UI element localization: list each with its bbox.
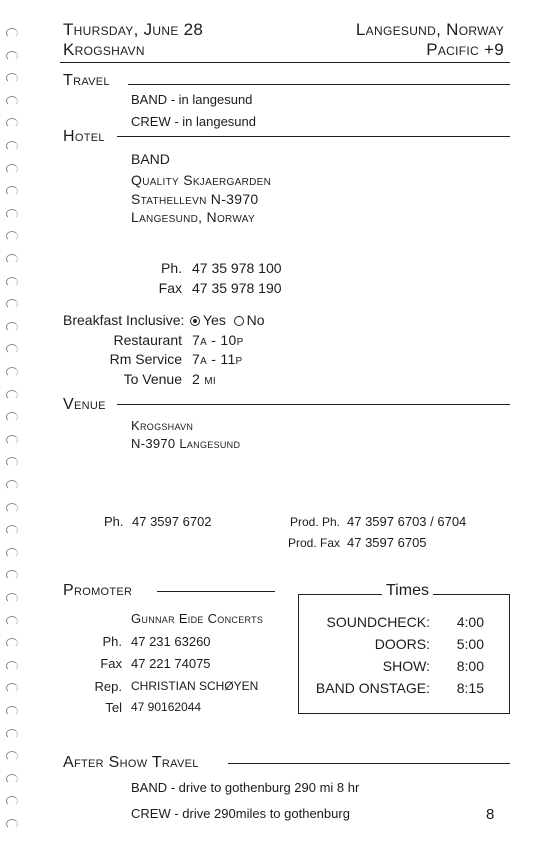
location: Langesund, Norway [355,20,504,39]
breakfast-yes-radio[interactable] [190,316,200,326]
binding-ring [6,367,18,377]
timezone: Pacific +9 [426,40,504,59]
restaurant-label: Restaurant [113,332,182,348]
binding-ring [6,683,18,693]
show-label: SHOW: [382,658,430,674]
binding-ring [6,322,18,332]
binding-ring [6,51,18,61]
hotel-phone: 47 35 978 100 [192,260,282,276]
binding-ring [6,593,18,603]
binding-ring [6,661,18,671]
to-venue-label: To Venue [123,371,182,387]
venue-address: N-3970 Langesund [131,436,241,451]
hotel-name: Quality Skjaergarden [131,172,272,188]
breakfast-yes-label: Yes [203,312,226,328]
promoter-rule [157,591,275,592]
binding-ring [6,435,18,445]
binding-ring [6,141,18,151]
travel-band: BAND - in langesund [131,92,253,107]
venue-phone: 47 3597 6702 [132,514,212,529]
date-heading: Thursday, June 28 [63,20,204,39]
promoter-phone-label: Ph. [102,634,122,649]
times-box [298,594,510,714]
hotel-fax-label: Fax [158,280,182,296]
promoter-title: Promoter [63,582,133,599]
venue-title: Venue [63,396,106,413]
promoter-fax: 47 221 74075 [131,656,211,671]
spiral-binding [6,28,22,848]
binding-ring [6,390,18,400]
breakfast-no-label: No [246,312,265,328]
times-title: Times [382,582,433,600]
binding-ring [6,209,18,219]
after-show-rule [228,763,510,764]
doors-label: DOORS: [374,636,430,652]
room-service-label: Rm Service [109,351,182,367]
binding-ring [6,819,18,829]
show-time: 8:00 [456,658,484,674]
restaurant-hours: 7a - 10p [192,332,244,348]
travel-rule [128,84,510,85]
binding-ring [6,729,18,739]
promoter-phone: 47 231 63260 [131,634,211,649]
promoter-rep-label: Rep. [94,679,122,694]
binding-ring [6,751,18,761]
breakfast-label: Breakfast Inclusive: [63,312,185,328]
hotel-fax: 47 35 978 190 [192,280,282,296]
binding-ring [6,118,18,128]
travel-title: Travel [63,72,110,89]
breakfast-no-radio[interactable] [234,316,244,326]
binding-ring [6,638,18,648]
doors-time: 5:00 [456,636,484,652]
header-divider [60,62,510,63]
binding-ring [6,412,18,422]
to-venue-distance: 2 mi [192,371,216,387]
binding-ring [6,457,18,467]
binding-ring [6,254,18,264]
binding-ring [6,706,18,716]
hotel-street: Stathellevn N-3970 [131,191,259,207]
hotel-title: Hotel [63,128,105,145]
venue-prod-fax-label: Prod. Fax [287,536,340,550]
binding-ring [6,299,18,309]
hotel-group: BAND [131,151,170,167]
venue-rule [117,404,510,405]
binding-ring [6,548,18,558]
venue-phone-label: Ph. [104,514,124,529]
binding-ring [6,480,18,490]
binding-ring [6,774,18,784]
promoter-fax-label: Fax [100,656,122,671]
binding-ring [6,525,18,535]
room-service-hours: 7a - 11p [192,351,243,367]
promoter-name: Gunnar Eide Concerts [131,611,264,626]
binding-ring [6,231,18,241]
hotel-rule [117,136,510,137]
travel-crew: CREW - in langesund [131,114,256,129]
binding-ring [6,28,18,38]
hotel-phone-label: Ph. [160,260,182,276]
binding-ring [6,277,18,287]
band-onstage-time: 8:15 [456,680,484,696]
promoter-tel-label: Tel [105,700,122,715]
binding-ring [6,96,18,106]
band-onstage-label: BAND ONSTAGE: [315,680,430,696]
after-show-crew: CREW - drive 290miles to gothenburg [131,806,350,821]
binding-ring [6,503,18,513]
venue-prod-phone-label: Prod. Ph. [289,515,340,529]
binding-ring [6,616,18,626]
promoter-tel: 47 90162044 [131,700,202,714]
binding-ring [6,796,18,806]
page-number: 8 [486,806,495,823]
binding-ring [6,73,18,83]
binding-ring [6,186,18,196]
after-show-band: BAND - drive to gothenburg 290 mi 8 hr [131,780,360,795]
venue-city: Krogshavn [63,40,145,59]
binding-ring [6,344,18,354]
soundcheck-time: 4:00 [456,614,484,630]
promoter-rep: CHRISTIAN SCHØYEN [131,679,259,693]
soundcheck-label: SOUNDCHECK: [326,614,430,630]
venue-name: Krogshavn [131,418,194,433]
hotel-city: Langesund, Norway [131,209,255,225]
venue-prod-phone: 47 3597 6703 / 6704 [347,514,467,529]
breakfast-options [190,312,265,328]
venue-prod-fax: 47 3597 6705 [347,535,427,550]
binding-ring [6,164,18,174]
binding-ring [6,570,18,580]
after-show-title: After Show Travel [63,754,199,771]
